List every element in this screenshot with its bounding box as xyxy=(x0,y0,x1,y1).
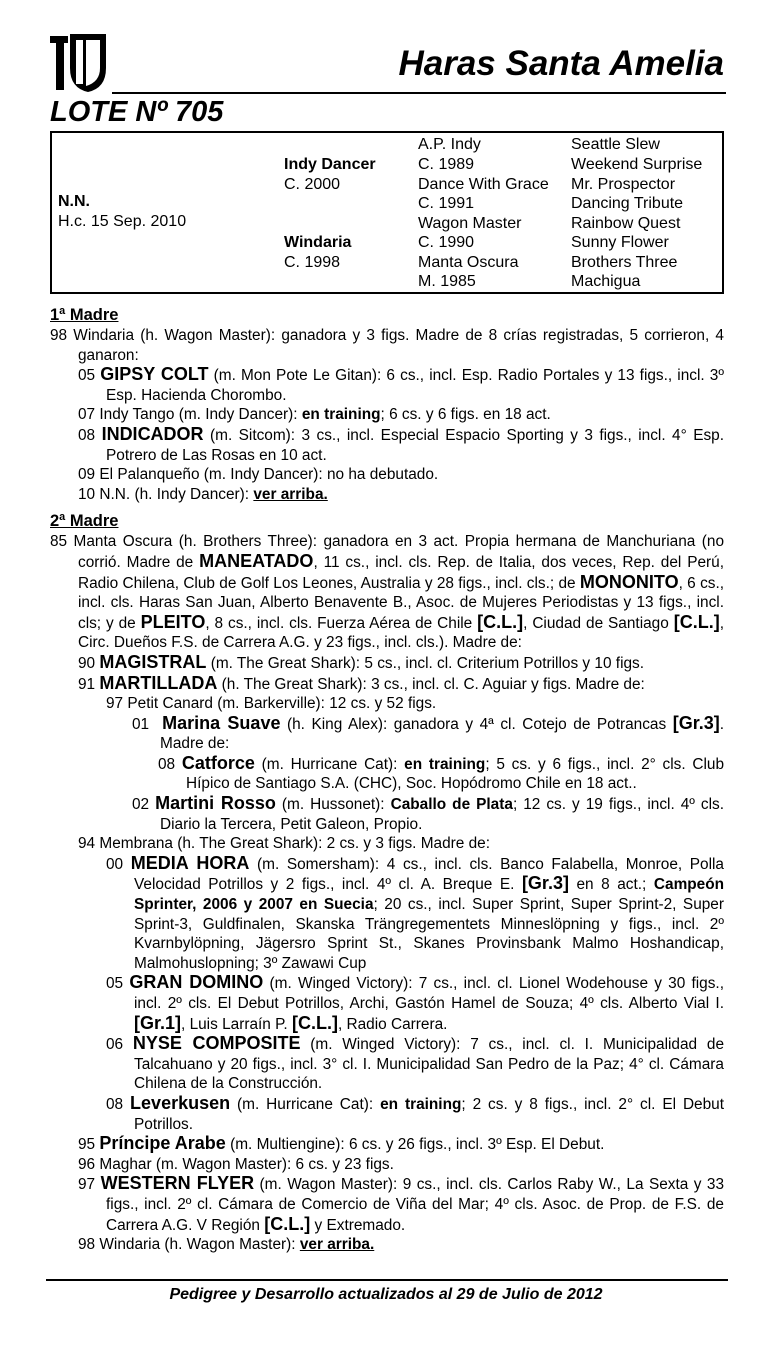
produce-year: 90 xyxy=(78,654,96,672)
produce-entry xyxy=(50,1094,724,1134)
produce-year: 08 xyxy=(78,426,96,444)
grade-badge: [Gr.1] xyxy=(134,1012,182,1033)
produce-text: (m. Hurricane Cat): xyxy=(261,755,398,773)
ggp-6: Sunny Flower xyxy=(571,234,669,251)
in-training-label: en training xyxy=(301,406,381,424)
grandsire-paternal: A.P. Indy xyxy=(418,136,481,153)
produce-name: Martini Rosso xyxy=(155,793,276,814)
produce-entry xyxy=(50,1174,724,1235)
produce-name: Catforce xyxy=(181,752,255,773)
produce-text: (m. The Great Shark): 5 cs., incl. cl. Criterium Potrillos y 10 figs. xyxy=(210,654,645,672)
produce-entry: 09 El Palanqueño (m. Indy Dancer): no ha debutado. xyxy=(78,466,439,484)
produce-entry: 97 Petit Canard (m. Barkerville): 12 cs. y 52 figs. xyxy=(106,695,437,713)
produce-entry xyxy=(50,754,724,794)
ggp-7: Brothers Three xyxy=(571,254,678,271)
see-above-link: ver arriba. xyxy=(253,485,328,503)
produce-entry xyxy=(50,653,724,674)
produce-text: (m. Hussonet): xyxy=(281,796,385,814)
produce-text: ; 12 cs. y 19 figs., incl. 4º cls. Diario la Tercera, Petit Galeon, Propio. xyxy=(160,796,725,833)
produce-text: (m. Wagon Master): 9 cs., incl. cls. Carlos Raby W., La Sexta y 33 figs., incl. 2º cl. Cámara de Comercio de Viña del Mar; 4º cls. Asoc. de Prop. de F.S. de Carrera A.G. V Región xyxy=(106,1176,724,1234)
ggp-4: Dancing Tribute xyxy=(571,195,684,212)
produce-year: 05 xyxy=(106,975,124,993)
footer-note: Pedigree y Desarrollo actualizados al 29 de Julio de 2012 xyxy=(169,1286,603,1303)
produce-entry: 96 Maghar (m. Wagon Master): 6 cs. y 23 figs. xyxy=(78,1155,394,1173)
header-rule xyxy=(112,92,726,94)
produce-entry xyxy=(50,485,724,505)
produce-year: 95 xyxy=(78,1136,96,1154)
in-training-label: en training xyxy=(404,755,486,773)
produce-text: , Radio Carrera. xyxy=(337,1015,448,1033)
footer-rule xyxy=(46,1279,728,1281)
produce-entry xyxy=(50,714,724,754)
produce-text: , Luis Larraín P. xyxy=(181,1015,288,1033)
sire-year: C. 2000 xyxy=(284,176,341,193)
produce-text: 98 Windaria (h. Wagon Master): xyxy=(78,1236,296,1254)
grade-badge: [Gr.3] xyxy=(672,712,720,733)
produce-name: Príncipe Arabe xyxy=(99,1133,226,1154)
produce-year: 06 xyxy=(106,1036,124,1054)
see-above-link: ver arriba. xyxy=(299,1236,375,1254)
produce-text: (m. Winged Victory): 7 cs., incl. cl. I. Municipalidad de Talcahuano y 20 figs., incl. 3° cl. I. Municipalidad San Pedro de la Paz; 4° cl. Cámara Chilena de la Construcción. xyxy=(134,1036,724,1093)
granddam-maternal: Manta Oscura xyxy=(418,254,519,271)
produce-entry xyxy=(50,1134,724,1155)
grade-badge: [C.L.] xyxy=(673,611,720,632)
sire-name: Indy Dancer xyxy=(284,156,376,173)
produce-text: 07 Indy Tango (m. Indy Dancer): xyxy=(78,406,298,424)
grandsire-paternal-year: C. 1989 xyxy=(418,156,475,173)
ggp-8: Machigua xyxy=(571,273,641,290)
produce-name: GRAN DOMINO xyxy=(129,972,264,993)
horse-name: MANEATADO xyxy=(199,550,314,571)
produce-text: (m. Hurricane Cat): xyxy=(237,1095,374,1113)
produce-name: MAGISTRAL xyxy=(99,651,207,672)
produce-year: 01 xyxy=(132,715,150,733)
granddam-maternal-year: M. 1985 xyxy=(418,273,476,290)
haras-logo-icon xyxy=(48,30,108,94)
produce-year: 02 xyxy=(132,796,150,814)
lot-body xyxy=(50,304,724,1255)
produce-year: 05 xyxy=(78,367,96,385)
produce-entry: 94 Membrana (h. The Great Shark): 2 cs. y 3 figs. Madre de: xyxy=(78,835,491,853)
grade-badge: [C.L.] xyxy=(264,1213,311,1234)
intro-text: , Ciudad de Santiago xyxy=(523,614,669,632)
produce-entry xyxy=(50,1034,724,1094)
produce-text: ; 20 cs., incl. Super Sprint, Super Sprint-2, Super Sprint-3, Guldfinalen, Skanska Trängregementets Minneslöpning y figs., incl. 2º Kvarnbylöpning, Jägersro Sprint St., Skanes Provinsbank Malmo Hoshandicap, Malmohuslopning; 3º Zawawi Cup xyxy=(134,896,724,972)
produce-year: 08 xyxy=(158,755,176,773)
produce-text: (m. Mon Pote Le Gitan): 6 cs., incl. Esp. Radio Portales y 13 figs., incl. 3º Esp. Hacienda Chorombo. xyxy=(106,367,724,404)
produce-text: y Extremado. xyxy=(314,1216,406,1234)
in-training-label: en training xyxy=(380,1095,462,1113)
produce-text: (m. Multiengine): 6 cs. y 26 figs., incl. 3º Esp. El Debut. xyxy=(230,1136,605,1154)
produce-text: 10 N.N. (h. Indy Dancer): xyxy=(78,485,250,503)
produce-year: 97 xyxy=(78,1176,96,1194)
produce-text: ; 6 cs. y 6 figs. en 18 act. xyxy=(380,406,551,424)
produce-year: 08 xyxy=(106,1095,124,1113)
grandsire-maternal-year: C. 1990 xyxy=(418,234,475,251)
produce-text: . Madre de: xyxy=(160,715,725,753)
ggp-5: Rainbow Quest xyxy=(571,215,681,232)
produce-text: (m. Winged Victory): 7 cs., incl. cl. Lionel Wodehouse y 30 figs., incl. 2º cls. El Debut Potrillos, Archi, Gastón Hamel de Souza; 4º cls. Alberto Vial I. xyxy=(134,975,724,1012)
produce-entry xyxy=(50,1235,724,1255)
ggp-3: Mr. Prospector xyxy=(571,176,676,193)
intro-text: , 6 cs., incl. cls. Haras San Juan, Alberto Benavente B., Asoc. de Mujeres Periodistas y 13 figs., incl. cls; y de xyxy=(78,574,725,632)
produce-entry xyxy=(50,365,724,405)
grade-badge: [C.L.] xyxy=(477,611,524,632)
grade-badge: [Gr.3] xyxy=(521,873,569,894)
intro-text: 85 Manta Oscura (h. Brothers Three): ganadora en 3 act. Propia hermana de Manchuriana (no corrió. Madre de xyxy=(50,533,724,571)
produce-name: INDICADOR xyxy=(101,423,204,444)
grandsire-maternal: Wagon Master xyxy=(418,215,522,232)
award-label: Campeón Sprinter, 2006 y 2007 en Suecia xyxy=(134,876,725,914)
granddam-paternal-year: C. 1991 xyxy=(418,195,475,212)
first-dam-intro: 98 Windaria (h. Wagon Master): ganadora y 3 figs. Madre de 8 crías registradas, 5 corrieron, 4 ganaron: xyxy=(50,327,724,364)
second-dam-intro xyxy=(50,532,724,653)
horse-name: MONONITO xyxy=(579,571,679,592)
produce-entry xyxy=(50,405,724,425)
intro-text: , 8 cs., incl. cls. Fuerza Aérea de Chile xyxy=(205,614,473,632)
produce-year: 00 xyxy=(106,855,124,873)
award-label: Caballo de Plata xyxy=(390,796,513,814)
produce-text: en 8 act.; xyxy=(576,876,647,894)
horse-name: N.N. xyxy=(58,193,90,210)
dam-year: C. 1998 xyxy=(284,254,341,271)
produce-entry xyxy=(50,425,724,465)
grade-badge: [C.L.] xyxy=(291,1012,338,1033)
produce-name: Marina Suave xyxy=(162,712,281,733)
produce-text: ; 2 cs. y 8 figs., incl. 2° cl. El Debut Potrillos. xyxy=(134,1095,725,1133)
produce-text: (h. The Great Shark): 3 cs., incl. cl. C. Aguiar y figs. Madre de: xyxy=(221,675,645,693)
produce-name: NYSE COMPOSITE xyxy=(132,1033,301,1054)
produce-text: (m. Sitcom): 3 cs., incl. Especial Espacio Sporting y 3 figs., incl. 4° Esp. Potrero de Las Rosas en 10 act. xyxy=(106,426,724,464)
ggp-1: Seattle Slew xyxy=(571,136,660,153)
second-dam-heading: 2ª Madre xyxy=(50,512,119,531)
produce-name: Leverkusen xyxy=(130,1092,231,1113)
produce-entry xyxy=(50,854,724,974)
produce-year: 91 xyxy=(78,675,96,693)
page-title: Haras Santa Amelia xyxy=(398,44,724,83)
intro-text: , 11 cs., incl. cls. Rep. de Italia, dos veces, Rep. del Perú, Radio Chilena, Club de Golf Los Leones, Australia y 28 figs., incl. cls.; de xyxy=(78,553,724,592)
produce-name: WESTERN FLYER xyxy=(100,1173,255,1194)
produce-name: GIPSY COLT xyxy=(100,364,209,385)
produce-text: (h. King Alex): ganadora y 4ª cl. Cotejo de Potrancas xyxy=(287,715,667,733)
ggp-2: Weekend Surprise xyxy=(571,156,703,173)
produce-text: ; 5 cs. y 6 figs., incl. 2° cls. Club Hípico de Santiago S.A. (CHC), Soc. Hopódromo Chile en 18 act.. xyxy=(186,755,725,793)
horse-info: H.c. 15 Sep. 2010 xyxy=(58,213,187,230)
produce-entry xyxy=(50,973,724,1034)
dam-name: Windaria xyxy=(284,234,352,251)
horse-name: PLEITO xyxy=(140,611,206,632)
pedigree-table xyxy=(50,131,724,294)
produce-name: MARTILLADA xyxy=(99,672,218,693)
produce-entry xyxy=(50,794,724,834)
produce-name: MEDIA HORA xyxy=(130,852,250,873)
first-dam-heading: 1ª Madre xyxy=(50,306,119,324)
lot-number: LOTE Nº 705 xyxy=(50,96,224,128)
intro-text: , Circ. Dueños F.S. de Carrera A.G. y 23 figs., incl. cls.). Madre de: xyxy=(78,614,724,652)
produce-text: (m. Somersham): 4 cs., incl. cls. Banco Falabella, Monroe, Polla Velocidad Potrillos y 2 figs., incl. 4º cl. A. Breque E. xyxy=(134,855,724,894)
granddam-paternal: Dance With Grace xyxy=(418,176,549,193)
produce-entry xyxy=(50,674,724,695)
